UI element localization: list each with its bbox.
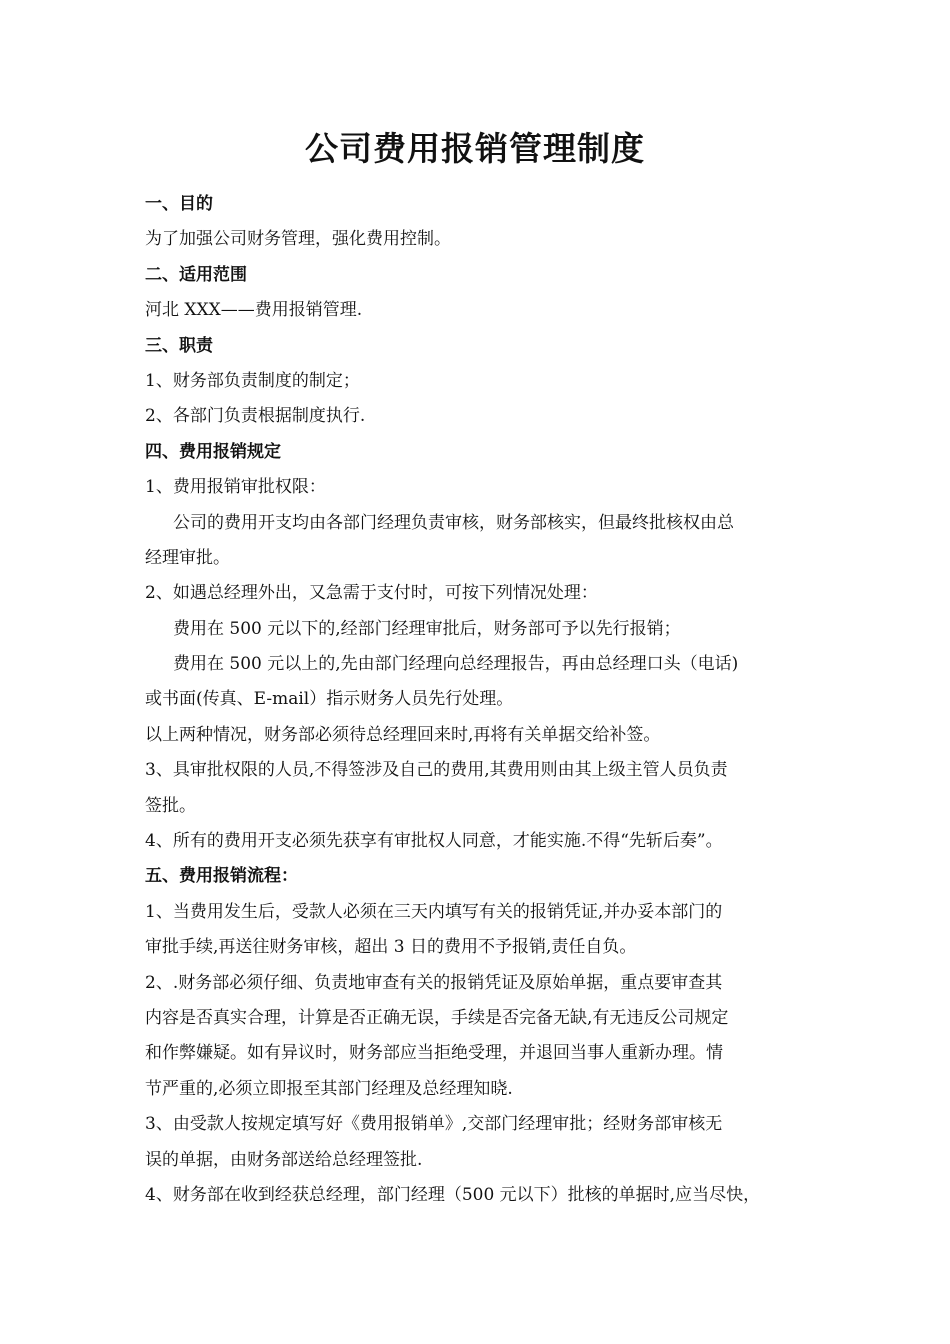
paragraph-line: 或书面(传真、E-mail）指示财务人员先行处理。 <box>145 689 514 710</box>
paragraph-line: 1、当费用发生后，受款人必须在三天内填写有关的报销凭证,并办妥本部门的 <box>145 901 723 922</box>
paragraph-line: 3、具审批权限的人员,不得签涉及自己的费用,其费用则由其上级主管人员负责 <box>145 760 728 781</box>
paragraph-line: 河北 XXX——费用报销管理. <box>145 300 363 321</box>
paragraph-line: 节严重的,必须立即报至其部门经理及总经理知晓. <box>145 1078 513 1099</box>
paragraph-line: 2、.财务部必须仔细、负责地审查有关的报销凭证及原始单据，重点要审查其 <box>145 972 723 993</box>
paragraph-line: 费用在 500 元以上的,先由部门经理向总经理报告，再由总经理口头（电话) <box>173 654 739 675</box>
paragraph-line: 2、如遇总经理外出，又急需于支付时，可按下列情况处理： <box>145 583 598 604</box>
paragraph-line: 2、各部门负责根据制度执行. <box>145 406 366 427</box>
section-heading: 二、适用范围 <box>145 264 247 285</box>
paragraph-line: 签批。 <box>145 795 196 816</box>
paragraph-line: 经理审批。 <box>145 547 230 568</box>
paragraph-line: 4、所有的费用开支必须先获享有审批权人同意，才能实施.不得“先斩后奏”。 <box>145 831 723 852</box>
paragraph-line: 1、财务部负责制度的制定； <box>145 370 360 391</box>
paragraph-line: 4、财务部在收到经获总经理，部门经理（500 元以下）批核的单据时,应当尽快， <box>145 1184 761 1205</box>
paragraph-line: 和作弊嫌疑。如有异议时，财务部应当拒绝受理，并退回当事人重新办理。情 <box>145 1043 723 1064</box>
section-heading: 一、目的 <box>145 194 213 214</box>
paragraph-line: 为了加强公司财务管理，强化费用控制。 <box>145 229 451 250</box>
paragraph-line: 误的单据，由财务部送给总经理签批. <box>145 1149 423 1170</box>
paragraph-line: 内容是否真实合理，计算是否正确无误，手续是否完备无缺,有无违反公司规定 <box>145 1007 729 1028</box>
paragraph-line: 费用在 500 元以下的,经部门经理审批后，财务部可予以先行报销； <box>173 618 681 639</box>
paragraph-line: 公司的费用开支均由各部门经理负责审核，财务部核实，但最终批核权由总 <box>173 512 734 533</box>
paragraph-line: 3、由受款人按规定填写好《费用报销单》,交部门经理审批；经财务部审核无 <box>145 1114 723 1135</box>
section-heading: 三、职责 <box>145 335 213 356</box>
paragraph-line: 以上两种情况，财务部必须待总经理回来时,再将有关单据交给补签。 <box>145 724 661 745</box>
document-body <box>145 187 813 1213</box>
section-heading: 四、费用报销规定 <box>145 441 281 462</box>
paragraph-line: 审批手续,再送往财务审核，超出 3 日的费用不予报销,责任自负。 <box>145 937 637 958</box>
document-title: 公司费用报销管理制度 <box>305 129 645 168</box>
paragraph-line: 1、费用报销审批权限： <box>145 477 326 498</box>
section-heading: 五、费用报销流程： <box>145 866 298 887</box>
